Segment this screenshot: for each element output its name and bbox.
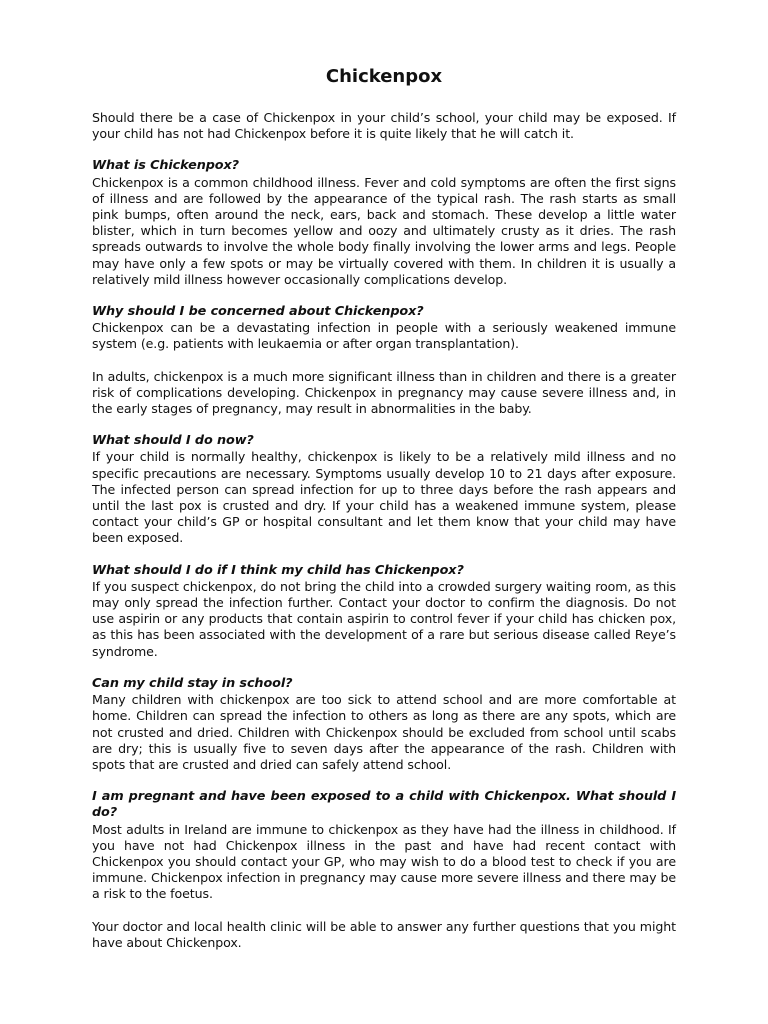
section-paragraph: If your child is normally healthy, chickenpox is likely to be a relatively mild illness and no specific precautions are necessary. Symptoms usually develop 10 to 21 days after exposure. The infected person can spread infection for up to three days before the rash appears and until the last pox is crusted and dry. If your child has a weakened immune system, please contact your child’s GP or hospital consultant and let them know that your child may have been exposed. [92,449,676,546]
section-paragraph: Many children with chickenpox are too sick to attend school and are more comfortable at home. Children can spread the infection to others as long as there are any spots, which are not crusted and dried. Children with Chickenpox should be excluded from school until scabs are dry; this is usually five to seven days after the appearance of the rash. Children with spots that are crusted and dried can safely attend school. [92,692,676,772]
section-what-now [92,433,676,546]
section-paragraph: Chickenpox is a common childhood illness. Fever and cold symptoms are often the first signs of illness and are followed by the appearance of the typical rash. The rash starts as small pink bumps, often around the neck, ears, back and stomach. These develop a little water blister, which in turn becomes yellow and oozy and ultimately crusty as it dries. The rash spreads outwards to involve the whole body finally involving the lower arms and legs. People may have only a few spots or may be virtually covered with them. In children it is usually a relatively mild illness however occasionally complications develop. [92,174,676,287]
section-heading: What is Chickenpox? [92,158,239,174]
section-why-concerned [92,304,676,417]
intro-paragraph: Should there be a case of Chickenpox in your child’s school, your child may be exposed. If your child has not had Chickenpox before it is quite likely that he will catch it. [92,110,676,142]
section-heading: Why should I be concerned about Chickenpox? [92,304,424,320]
section-paragraph: Chickenpox can be a devastating infection in people with a seriously weakened immune system (e.g. patients with leukaemia or after organ transplantation). [92,320,676,352]
section-pregnant [92,789,676,951]
section-if-child-has [92,563,676,660]
section-paragraph: Most adults in Ireland are immune to chickenpox as they have had the illness in childhood. If you have not had Chickenpox illness in the past and have had recent contact with Chickenpox you should contact your GP, who may wish to do a blood test to check if you are immune. Chickenpox infection in pregnancy may cause more severe illness and there may be a risk to the foetus. [92,821,676,902]
section-stay-in-school [92,676,676,773]
section-heading: What should I do if I think my child has Chickenpox? [92,562,464,578]
section-heading: What should I do now? [92,433,254,449]
section-paragraph: If you suspect chickenpox, do not bring the child into a crowded surgery waiting room, as this may only spread the infection further. Contact your doctor to confirm the diagnosis. Do not use aspirin or any products that contain aspirin to control fever if your child has chicken pox, as this has been associated with the development of a rare but serious disease called Reye’s syndrome. [92,578,676,659]
section-heading: Can my child stay in school? [92,675,293,691]
page-title: Chickenpox [325,66,443,87]
closing-paragraph: Your doctor and local health clinic will be able to answer any further questions that you might have about Chickenpox. [92,918,676,950]
section-what-is [92,158,676,288]
section-paragraph: In adults, chickenpox is a much more significant illness than in children and there is a greater risk of complications developing. Chickenpox in pregnancy may cause severe illness and, in the early stages of pregnancy, may result in abnormalities in the baby. [92,368,676,417]
section-heading: I am pregnant and have been exposed to a child with Chickenpox. What should I do? [92,789,676,821]
document-page [92,66,676,951]
